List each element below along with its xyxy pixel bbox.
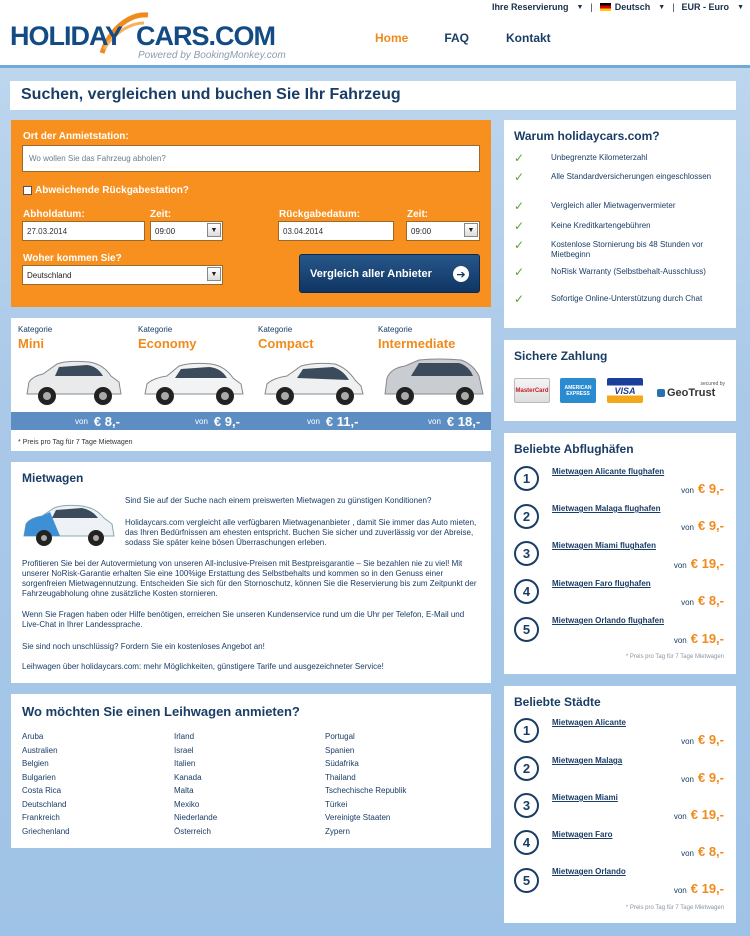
country-link[interactable]: Aruba (22, 732, 44, 741)
category-name: Intermediate (378, 336, 456, 351)
country-link[interactable]: Thailand (325, 772, 356, 782)
airport-price: von € 8,- (681, 593, 724, 608)
country-link[interactable]: Niederlande (174, 813, 218, 822)
logo-tagline: Powered by BookingMonkey.com (138, 50, 286, 61)
checkmark-icon: ✓ (514, 219, 525, 233)
city-link[interactable]: Mietwagen Orlando (552, 867, 626, 876)
car-mini-icon (19, 356, 127, 410)
country-link[interactable]: Irland (174, 732, 195, 741)
title-panel (10, 81, 736, 110)
mastercard-logo: MasterCard (514, 378, 550, 403)
chevron-down-icon[interactable]: ▼ (207, 223, 221, 237)
main-nav (375, 31, 551, 45)
checkmark-icon: ✓ (514, 170, 525, 184)
rank-badge: 3 (514, 793, 539, 818)
benefit-item: ✓ Unbegrenzte Kilometerzahl (514, 151, 648, 165)
airport-price: von € 9,- (681, 481, 724, 496)
airport-link[interactable]: Mietwagen Orlando flughafen (552, 616, 665, 625)
origin-value: Deutschland (27, 270, 72, 280)
payment-heading: Sichere Zahlung (514, 349, 608, 363)
chevron-down-icon[interactable]: ▼ (737, 3, 744, 11)
country-link[interactable]: Israel (174, 745, 194, 755)
country-link[interactable]: Australien (22, 745, 58, 755)
benefit-item: ✓ Kostenlose Stornierung bis 48 Stunden vor Mietbeginn (514, 238, 704, 259)
country-link[interactable]: Bulgarien (22, 772, 56, 782)
airport-price: von € 19,- (673, 631, 724, 646)
country-link[interactable]: Belgien (22, 759, 49, 768)
country-link[interactable]: Vereinigte Staaten (325, 813, 391, 822)
rank-badge: 5 (514, 617, 539, 642)
city-link[interactable]: Mietwagen Alicante (552, 718, 626, 727)
pickup-time-label: Zeit: (150, 209, 172, 220)
pickup-date-input[interactable]: 27.03.2014 (22, 221, 145, 241)
origin-label: Woher kommen Sie? (23, 253, 122, 264)
country-link[interactable]: Griechenland (22, 826, 70, 836)
price-compact[interactable]: von € 11,- (307, 413, 359, 429)
countries-heading: Wo möchten Sie einen Leihwagen anmieten? (22, 704, 300, 719)
city-price: von € 8,- (681, 844, 724, 859)
pickup-date-label: Abholdatum: (23, 209, 85, 220)
price-bar (11, 412, 491, 430)
country-column-1 (22, 730, 70, 838)
country-link[interactable]: Malta (174, 786, 194, 795)
geotrust-icon (657, 389, 665, 397)
rank-badge: 4 (514, 579, 539, 604)
country-link[interactable]: Österreich (174, 826, 211, 836)
price-footnote: * Preis pro Tag für 7 Tage Mietwagen (18, 439, 133, 446)
mietwagen-info (11, 462, 491, 683)
chevron-down-icon[interactable]: ▼ (658, 3, 666, 11)
cities-footnote: * Preis pro Tag für 7 Tage Mietwagen (625, 905, 724, 911)
category-kicker: Kategorie (138, 325, 173, 334)
country-link[interactable]: Costa Rica (22, 786, 62, 795)
car-categories (11, 318, 491, 451)
city-price: von € 9,- (681, 770, 724, 785)
country-link[interactable]: Portugal (325, 732, 355, 741)
benefit-item: ✓ Vergleich aller Mietwagenvermieter (514, 199, 676, 213)
country-link[interactable]: Tschechische Republik (325, 786, 407, 795)
mietwagen-heading: Mietwagen (22, 471, 84, 485)
car-economy-icon (139, 356, 247, 410)
chevron-down-icon[interactable]: ▼ (576, 3, 584, 11)
compare-all-label: Vergleich aller Anbieter (310, 267, 432, 280)
category-kicker: Kategorie (258, 325, 293, 334)
country-link[interactable]: Frankreich (22, 813, 60, 822)
airport-link[interactable]: Mietwagen Alicante flughafen (552, 467, 665, 476)
benefit-item: ✓ Alle Standardversicherungen eingeschlossen (514, 170, 712, 184)
country-column-2 (174, 730, 217, 838)
different-return-label: Abweichende Rückgabestation? (35, 185, 189, 196)
pickup-location-label: Ort der Anmietstation: (23, 131, 129, 142)
category-name: Mini (18, 336, 44, 351)
country-link[interactable]: Zypern (325, 826, 350, 836)
holidaycars-logo[interactable] (10, 9, 310, 61)
category-kicker: Kategorie (378, 325, 413, 334)
country-link[interactable]: Mexiko (174, 799, 200, 809)
arrow-right-icon: ➔ (453, 266, 469, 282)
different-return-checkbox[interactable] (23, 186, 32, 195)
car-compact-icon (259, 356, 367, 410)
checkmark-icon: ✓ (514, 151, 525, 165)
city-price: von € 19,- (673, 881, 724, 896)
rank-badge: 3 (514, 541, 539, 566)
country-link[interactable]: Türkei (325, 799, 348, 809)
rank-badge: 4 (514, 830, 539, 855)
language-select[interactable]: Deutsch (614, 2, 651, 12)
popular-cities (504, 686, 736, 923)
currency-select[interactable]: EUR - Euro (681, 2, 730, 12)
category-kicker: Kategorie (18, 325, 53, 334)
return-date-label: Rückgabedatum: (279, 209, 361, 220)
country-link[interactable]: Spanien (325, 745, 355, 755)
checkmark-icon: ✓ (514, 238, 525, 252)
rank-badge: 2 (514, 756, 539, 781)
price-mini[interactable]: von € 8,- (75, 413, 120, 429)
mietwagen-paragraph-6: Leihwagen über holidaycars.com: mehr Möglichkeiten, günstigere Tarife und ausgezeichneter Service! (22, 662, 384, 671)
reservation-link[interactable]: Ihre Reservierung (491, 2, 569, 12)
country-link[interactable]: Kanada (174, 772, 202, 782)
pickup-time-select[interactable] (150, 221, 223, 241)
airport-link[interactable]: Mietwagen Malaga flughafen (552, 504, 661, 513)
city-price: von € 9,- (681, 732, 724, 747)
visa-logo: VISA (607, 378, 643, 403)
return-date-input[interactable]: 03.04.2014 (278, 221, 394, 241)
airport-price: von € 9,- (681, 518, 724, 533)
city-link[interactable]: Mietwagen Malaga (552, 756, 623, 765)
city-price: von € 19,- (673, 807, 724, 822)
nav-faq[interactable]: FAQ (444, 31, 470, 45)
price-economy[interactable]: von € 9,- (195, 413, 240, 429)
checkmark-icon: ✓ (514, 292, 525, 306)
airport-price: von € 19,- (673, 556, 724, 571)
mietwagen-paragraph-4: Wenn Sie Fragen haben oder Hilfe benötigen, erreichen Sie unseren Kundenservice rund um die Uhr per Telefon, E-Mail und Live-Chat in Ihrer Landessprache. (22, 610, 465, 629)
page-title: Suchen, vergleichen und buchen Sie Ihr Fahrzeug (21, 86, 401, 103)
benefits-list (514, 153, 736, 310)
checkmark-icon: ✓ (514, 199, 525, 213)
mietwagen-paragraph-5: Sie sind noch unschlüssig? Fordern Sie ein kostenloses Angebot an! (22, 642, 265, 651)
mietwagen-paragraph-3: Profitieren Sie bei der Autovermietung von unseren All-inclusive-Preisen mit Bestpreisgarantie – Sie bezahlen nie zu viel! Mit unserer NoRisk-Garantie erhalten Sie eine 100%ige Erstattung des Selbstbehalts und kommen so in den Genuss einer sorgenfreien Mietwagennutzung. Entscheiden Sie sich für den Stornoschutz, können Sie die Reservierung bis zum Zeitpunkt der Fahrzeugabholung ohne zusätzliche Kosten stornieren. (22, 559, 477, 598)
secure-payment (504, 340, 736, 421)
country-link[interactable]: Deutschland (22, 799, 67, 809)
chevron-down-icon[interactable]: ▼ (207, 267, 221, 281)
mietwagen-paragraph-2: Holidaycars.com vergleicht alle verfügbaren Mietwagenanbieter , damit Sie immer das Auto mieten, das Ihren Bedürfnissen am ehesten entspricht. Buchen Sie sicher und zuverlässig vor der Abreise, sodass Sie später keine bösen Überraschungen erleben. (125, 518, 477, 547)
country-link[interactable]: Italien (174, 759, 196, 768)
top-utility-bar: Ihre Reservierung ▼ | Deutsch ▼ | EUR - Euro ▼ (491, 2, 744, 12)
category-name: Compact (258, 336, 314, 351)
price-intermediate[interactable]: von € 18,- (428, 413, 481, 429)
rank-badge: 5 (514, 868, 539, 893)
return-time-label: Zeit: (407, 209, 429, 220)
city-link[interactable]: Mietwagen Miami (552, 793, 618, 802)
benefit-item: ✓ NoRisk Warranty (Selbstbehalt-Ausschluss) (514, 265, 706, 279)
logo-word-holiday: HOLIDAY (10, 21, 123, 51)
amex-logo: AMERICAN EXPRESS (560, 378, 596, 403)
why-heading: Warum holidaycars.com? (514, 129, 660, 143)
popular-airports (504, 433, 736, 674)
airports-heading: Beliebte Abflughäfen (514, 442, 634, 456)
origin-select[interactable] (22, 265, 223, 285)
rank-badge: 1 (514, 718, 539, 743)
mietwagen-paragraph-1: Sind Sie auf der Suche nach einem preiswerten Mietwagen zu günstigen Konditionen? (125, 496, 432, 505)
site-header (0, 0, 750, 68)
why-holidaycars (504, 120, 736, 328)
german-flag-icon (600, 3, 611, 11)
logo-word-cars: CARS.COM (136, 21, 275, 51)
pickup-location-input[interactable]: Wo wollen Sie das Fahrzeug abholen? (22, 145, 480, 172)
geotrust-seal: secured by GeoTrust (657, 381, 725, 403)
benefit-item: ✓ Sofortige Online-Unterstützung durch Chat (514, 292, 703, 306)
rank-badge: 1 (514, 466, 539, 491)
airports-footnote: * Preis pro Tag für 7 Tage Mietwagen (625, 654, 724, 660)
category-name: Economy (138, 336, 197, 351)
compare-all-button[interactable] (299, 254, 480, 293)
airport-link[interactable]: Mietwagen Miami flughafen (552, 541, 657, 550)
airport-link[interactable]: Mietwagen Faro flughafen (552, 579, 651, 588)
car-photo-icon (20, 502, 116, 548)
country-list (11, 694, 491, 848)
return-time-value: 09:00 (411, 226, 432, 236)
checkmark-icon: ✓ (514, 265, 525, 279)
country-link[interactable]: Südafrika (325, 759, 359, 768)
cities-heading: Beliebte Städte (514, 695, 601, 709)
return-time-select[interactable] (406, 221, 480, 241)
benefit-item: ✓ Keine Kreditkartengebühren (514, 219, 651, 233)
car-intermediate-icon (379, 356, 487, 410)
nav-home[interactable]: Home (375, 31, 409, 45)
pickup-time-value: 09:00 (155, 226, 176, 236)
city-link[interactable]: Mietwagen Faro (552, 830, 613, 839)
rank-badge: 2 (514, 504, 539, 529)
chevron-down-icon[interactable]: ▼ (464, 223, 478, 237)
nav-contact[interactable]: Kontakt (506, 31, 551, 45)
country-column-3 (325, 730, 406, 838)
